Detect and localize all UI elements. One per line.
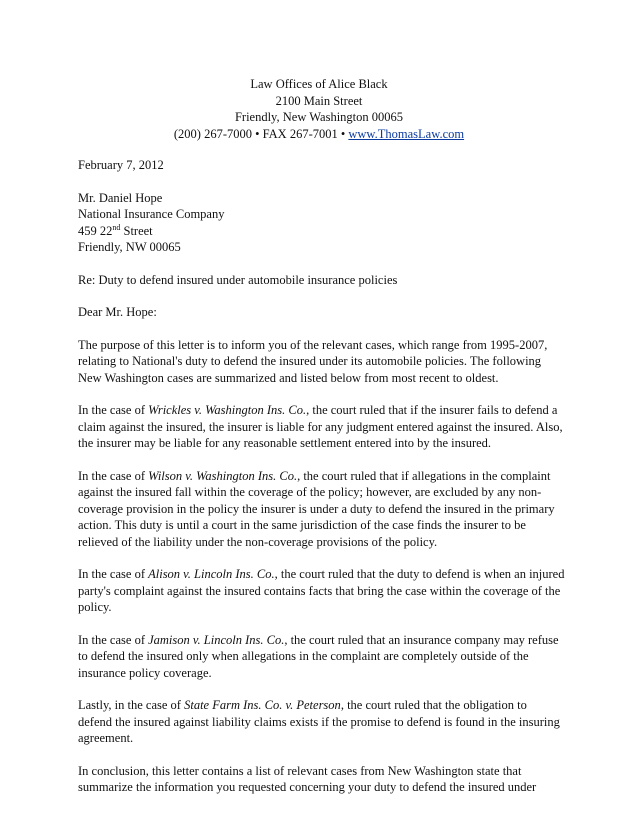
case-name: Alison v. Lincoln Ins. Co. — [148, 567, 275, 581]
case-name: State Farm Ins. Co. v. Peterson — [184, 698, 341, 712]
case-ruling: , the court ruled that the obligation to — [340, 698, 527, 712]
paragraph-line — [78, 566, 570, 583]
paragraph-line: summarize the information you requested concerning your duty to defend the insured under — [78, 780, 537, 794]
firm-street: 2100 Main Street — [275, 93, 363, 108]
paragraph-line: In conclusion, this letter contains a list of relevant cases from New Washington state that — [78, 763, 522, 778]
case-paragraph-alison — [78, 566, 570, 616]
case-name: Wrickles v. Washington Ins. Co. — [148, 403, 307, 417]
paragraph-line: action. This duty is until a court in the same jurisdiction of the case finds the insurer to be — [78, 518, 526, 532]
paragraph-line: to defend the insured only when allegations in the complaint are completely outside of the — [78, 649, 529, 663]
recipient-street-ordinal: nd — [112, 222, 121, 232]
paragraph-line — [78, 632, 570, 649]
paragraph-line: policy. — [78, 600, 112, 614]
case-intro: In the case of — [78, 403, 149, 417]
recipient-city: Friendly, NW 00065 — [78, 240, 181, 254]
paragraph-line: claim against the insured, the insurer is liable for any judgment entered against the insured. Also, — [78, 419, 563, 434]
case-intro: In the case of — [78, 468, 149, 483]
case-intro: Lastly, in the case of — [78, 698, 185, 712]
paragraph-line — [78, 697, 570, 714]
firm-phone-fax: (200) 267-7000 • FAX 267-7001 • — [173, 126, 349, 141]
paragraph-line: party's complaint against the insured contains facts that bring the case within the coverage of the — [78, 583, 561, 598]
case-paragraph-wilson — [78, 468, 570, 551]
paragraph-line — [78, 468, 570, 485]
firm-website-link[interactable]: www.ThomasLaw.com — [348, 126, 465, 141]
paragraph-line: the insurer may be liable for any reasonable settlement entered into by the insured. — [78, 436, 492, 450]
case-ruling: , the court ruled that an insurance company may refuse — [284, 632, 559, 647]
letter-body — [78, 157, 570, 812]
date-text: February 7, 2012 — [78, 158, 164, 172]
case-name: Jamison v. Lincoln Ins. Co. — [148, 632, 285, 647]
recipient-street-name: Street — [120, 223, 153, 238]
subject-line — [78, 272, 570, 289]
recipient-street — [78, 223, 570, 240]
salutation — [78, 304, 570, 321]
paragraph-line: defend the insured against liability claims exists if the promise to defend is found in the insuring — [78, 714, 560, 729]
paragraph-line: relieved of the liability under the non-coverage provisions of the policy. — [78, 534, 438, 549]
firm-city: Friendly, New Washington 00065 — [234, 110, 404, 124]
letterhead — [0, 76, 638, 142]
case-paragraph-peterson — [78, 697, 570, 747]
paragraph-line: The purpose of this letter is to inform you of the relevant cases, which range from 1995-2007, — [78, 337, 548, 352]
recipient-address — [78, 190, 570, 256]
recipient-name: Mr. Daniel Hope — [78, 190, 163, 205]
paragraph-line: New Washington cases are summarized and listed below from most recent to oldest. — [78, 370, 499, 385]
case-ruling: , the court ruled that the duty to defend is when an injured — [274, 567, 565, 581]
salutation-text: Dear Mr. Hope: — [78, 305, 157, 319]
paragraph-line: coverage provision in the policy the insurer is under a duty to defend the insured in the primary — [78, 501, 555, 516]
paragraph-line: against the insured fall within the coverage of the policy; however, are excluded by any non- — [78, 485, 542, 499]
paragraph-line: agreement. — [78, 731, 134, 745]
intro-paragraph — [78, 337, 570, 387]
case-paragraph-jamison — [78, 632, 570, 682]
case-ruling: , the court ruled that if the insurer fails to defend a — [306, 403, 558, 417]
paragraph-line: relating to National's duty to defend the insured under its automobile policies. The following — [78, 354, 542, 368]
recipient-street-number: 459 22 — [78, 223, 113, 238]
paragraph-line: insurance policy coverage. — [78, 665, 212, 680]
case-ruling: , the court ruled that if allegations in the complaint — [297, 468, 551, 483]
subject-text: Re: Duty to defend insured under automobile insurance policies — [78, 272, 398, 287]
letter-date — [78, 157, 570, 174]
case-name: Wilson v. Washington Ins. Co. — [148, 468, 298, 483]
paragraph-line — [78, 402, 570, 419]
firm-name: Law Offices of Alice Black — [250, 77, 388, 91]
conclusion-paragraph — [78, 763, 570, 796]
firm-contact — [0, 126, 638, 143]
case-intro: In the case of — [78, 567, 149, 581]
recipient-company: National Insurance Company — [78, 207, 225, 221]
case-intro: In the case of — [78, 632, 149, 647]
case-paragraph-wrickles — [78, 402, 570, 452]
